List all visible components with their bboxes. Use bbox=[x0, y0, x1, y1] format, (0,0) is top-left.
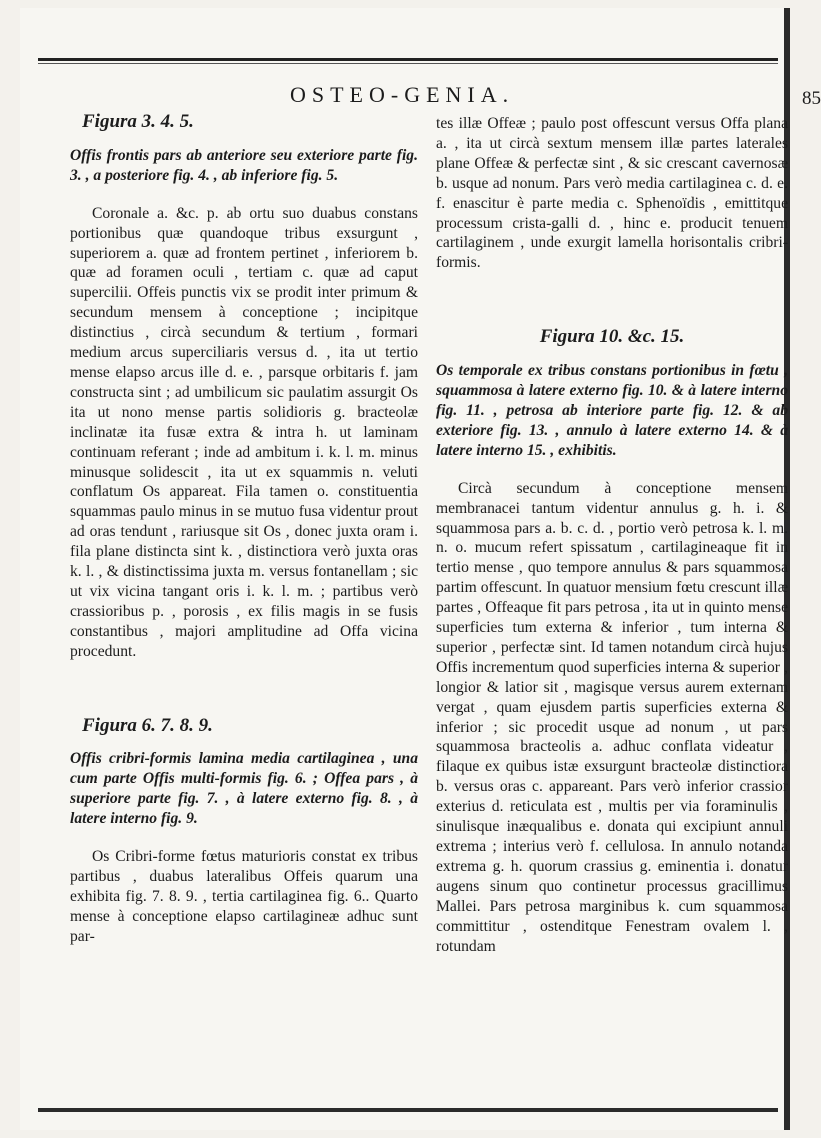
header-rule bbox=[38, 58, 778, 61]
temporale-paragraph: Circà secundum à conceptione mensem membranacei tantum videntur annulus g. h. i. & squammosa pars a. b. c. d. , portio verò petrosa k. l. m. n. o. mucum refert spissatum , cartilagineaque fit in tertio mense , quo tempore annulus & pars squammosa partim offescunt. In quatuor mensium fœtu crescunt illæ partes , Offeaque fit pars petrosa , ita ut in quinto mense superficies tum externa & inferior , tum interna & superior , perfectæ sint. Id tamen notandum circà hujus Offis incrementum quod superficies interna & superior , longior & latior sit , magisque versus aurem externam vergat , quam ejusdem partis superficies externa & inferior ; sic procedit usque ad nonum , ut pars squammosa bracteolis a. adhuc conflata videatur , filaque ex quibus istæ exsurgunt bracteolæ distinctiora b. versus oras c. appareant. Pars verò inferior crassior exterius d. reticulata est , multis per via foraminulis , sinulisque inæqualibus e. donata qui excipiunt annuli extrema ; interius verò f. cellulosa. In annulo notanda extrema g. h. quorum crassius g. eminentia i. donatur augens sinum quo continetur processus gracillimus Mallei. Pars petrosa marginibus k. cum squammosa committitur , ostenditque Fenestram ovalem l. , rotundam bbox=[436, 479, 788, 955]
right-column bbox=[436, 114, 788, 956]
page-number: 85 bbox=[802, 88, 821, 109]
figure-caption-10-15: Os temporale ex tribus constans portionibus in fœtu , squammosa à latere externo fig. 10. & à latere interno fig. 11. , petrosa ab interiore parte fig. 12. & ab exteriore fig. 13. , annulo à latere externo 14. & à latere interno 15. , exhibitis. bbox=[436, 362, 788, 459]
figure-caption-3-5: Offis frontis pars ab anteriore seu exteriore parte fig. 3. , a posteriore fig. 4. , ab inferiore fig. 5. bbox=[70, 146, 418, 184]
figure-heading-10-15: Figura 10. &c. 15. bbox=[539, 326, 685, 348]
left-column bbox=[70, 112, 418, 947]
figure-heading-3-5: Figura 3. 4. 5. bbox=[82, 111, 194, 132]
footer-rule bbox=[38, 1108, 778, 1112]
figure-heading-6-9: Figura 6. 7. 8. 9. bbox=[82, 714, 213, 736]
book-page bbox=[20, 8, 821, 1130]
continued-paragraph: tes illæ Offeæ ; paulo post offescunt versus Offa plana a. , ita ut circà sextum mensem illæ partes laterales plane Offeæ & perfectæ sint , & sic crescant cavernosæ b. usque ad nonum. Pars verò media cartilaginea c. d. e. f. enascitur è parte media c. Sphenoïdis , emittitque processum crista-galli d. , hinc e. producit tenuem cartilaginem , unde exurgit lamella horisontalis cribri-formis. bbox=[436, 115, 788, 272]
figure-caption-6-9: Offis cribri-formis lamina media cartilaginea , una cum parte Offis multi-formis fig. 6. ; Offea pars , à superiore parte fig. 7. , à latere externo fig. 8. , à latere interno fig. 9. bbox=[70, 750, 418, 828]
coronale-paragraph: Coronale a. &c. p. ab ortu suo duabus constans portionibus quæ quandoque tribus exsurgunt , superiorem a. quæ ad frontem pertinet , inferiorem b. quæ ad foramen oculi , tertiam c. quæ ad caput supercilii. Offeis punctis vix se prodit inter primum & secundum mensem à conceptione ; incipitque distinctius , circà secundum & tertium , formari medium arcus superciliaris versus d. , ita ut tertio mense elapso arcus ille d. e. , parsque orbitaris f. jam constructa sint ; ad umbilicum sic paulatim assurgit Os ita ut nono mense partis solidioris g. bracteolæ inclinatæ ita fusæ extra & intra h. ut laminam continuam referant ; inde ad ambitum i. k. l. m. minus minusque solidescit , ita ut ex squammis n. veluti conflatum Os appareat. Fila tamen o. constituentia squammas paulo minus in se mutuo fusa videntur prout ad oras tendunt , rariusque sit Os , donec juxta oram i. fila plane distincta sint k. , distinctiora verò juxta oras k. l. , & distinctissima juxta m. versus fontanellam ; sic ut vix vicina tangant oris i. k. l. m. ; partibus verò crassioribus p. , porosis , ex filis magis in se fusis constantibus , majori amplitudine ad Offa vicina procedunt. bbox=[70, 204, 418, 660]
header-rule-thin bbox=[38, 63, 778, 64]
cribriforme-paragraph: Os Cribri-forme fœtus maturioris constat ex tribus partibus , duabus lateralibus Offeis quarum una exhibita fig. 7. 8. 9. , tertia cartilaginea fig. 6.. Quarto mense à conceptione elapso cartilagineæ adhuc sunt par- bbox=[70, 848, 418, 945]
running-head: OSTEO-GENIA. bbox=[290, 82, 515, 107]
